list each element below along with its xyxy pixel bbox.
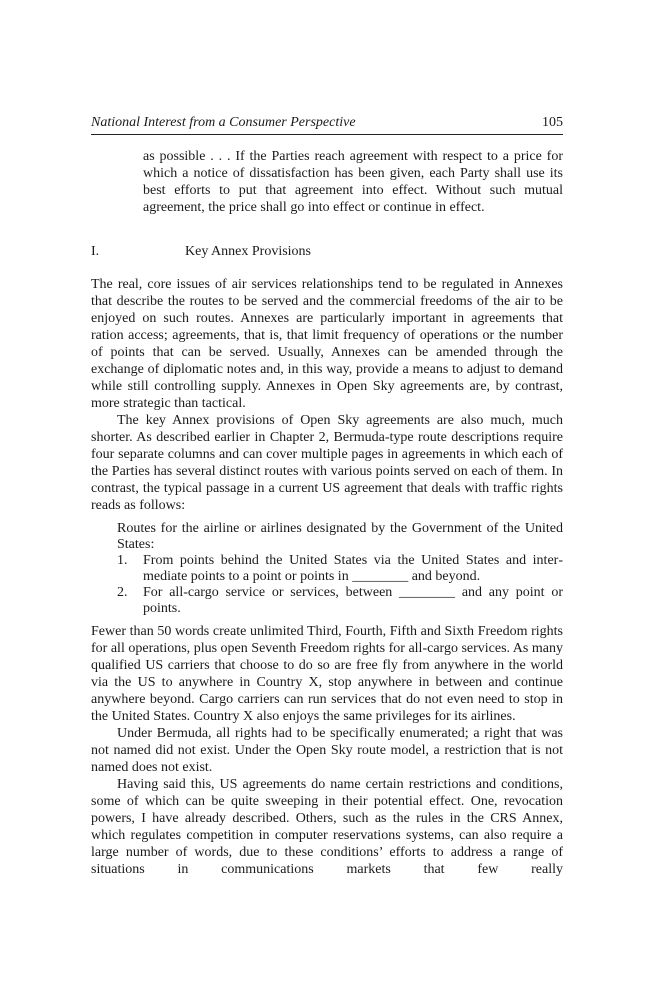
route-text: For all-cargo service or services, between ________ and any point or points. — [143, 585, 563, 616]
route-marker: 2. — [117, 585, 128, 600]
page-number: 105 — [542, 115, 563, 130]
routes-quote — [117, 521, 563, 617]
paragraph-4: Under Bermuda, all rights had to be specifically enumerated; a right that was not named did not exist. Under the Open Sky route model, a restriction that is not named does not exist. — [91, 726, 563, 775]
route-item-2 — [117, 585, 563, 617]
paragraph-5: Having said this, US agreements do name certain restrictions and conditions, some of which can be quite sweeping in their potential effect. One, revocation powers, I have already described. Others, such as the rules in the CRS Annex, which regulates competition in computer reservations systems, can also require a large number of words, due to these conditions’ efforts to address a range of situations in communications markets that few really — [91, 777, 563, 877]
running-title: National Interest from a Consumer Perspective — [91, 115, 356, 130]
running-header — [91, 114, 563, 135]
route-marker: 1. — [117, 553, 128, 568]
section-number: I. — [91, 244, 100, 259]
block-quote-text: as possible . . . If the Parties reach agreement with respect to a price for which a notice of dissatisfaction has been given, each Party shall use its best efforts to put that agreement into effect. Without such mutual agreement, the price shall go into effect or continue in effect. — [143, 149, 563, 215]
body-text — [91, 276, 563, 878]
document-page — [91, 114, 563, 878]
block-quote — [143, 148, 563, 216]
routes-intro: Routes for the airline or airlines designated by the Government of the United States: — [117, 521, 563, 552]
paragraph-3: Fewer than 50 words create unlimited Third, Fourth, Fifth and Sixth Freedom rights for all operations, plus open Seventh Freedom rights for all-cargo services. As many qualified US carriers that choose to do so are free fly from anywhere in the world via the US to anywhere in Country X, stop anywhere in between and continue anywhere beyond. Cargo carriers can run services that do not even need to stop in the United States. Country X also enjoys the same privileges for its airlines. — [91, 624, 563, 724]
route-item-1 — [117, 553, 563, 585]
paragraph-1: The real, core issues of air services relationships tend to be regulated in Annexes that describe the routes to be served and the commercial freedoms of the air to be enjoyed on such routes. Annexes are particularly important in agreements that ration access; agreements, that is, that limit frequency of operations or the number of points that can be served. Usually, Annexes can be amended through the exchange of diplomatic notes and, in this way, provide a means to adjust to demand while still controlling supply. Annexes in Open Sky agreements are, by contrast, more strategic than tactical. — [91, 277, 563, 411]
route-text: From points behind the United States via the United States and intermediate points to a point or points in ________ and beyond. — [143, 553, 563, 584]
section-title: Key Annex Provisions — [185, 244, 311, 259]
section-heading — [91, 243, 563, 260]
paragraph-2: The key Annex provisions of Open Sky agreements are also much, much shorter. As described earlier in Chapter 2, Bermuda-type route descriptions require four separate columns and can cover multiple pages in agreements in which each of the Parties has several distinct routes with various points served on each of them. In contrast, the typical passage in a current US agreement that deals with traffic rights reads as follows: — [91, 413, 563, 513]
